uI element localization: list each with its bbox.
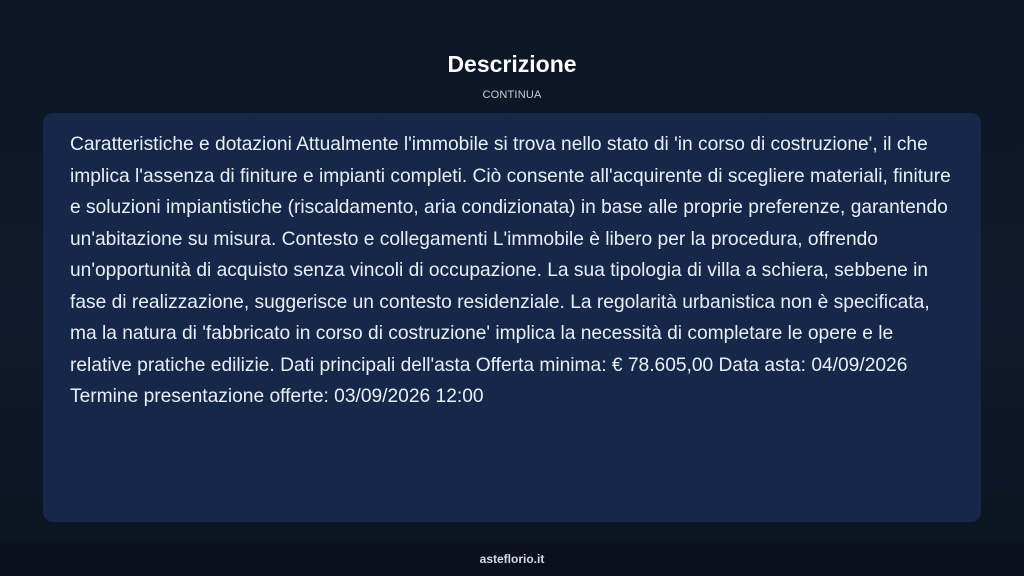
footer-bar (0, 543, 1024, 576)
page-header (0, 50, 1024, 102)
page-title: Descrizione (447, 51, 577, 77)
footer-site-name: asteflorio.it (479, 552, 545, 566)
description-text: Caratteristiche e dotazioni Attualmente l'immobile si trova nello stato di 'in corso di costruzione', il che implica l'assenza di finiture e impianti completi. Ciò consente all'acquirente di scegliere materiali, finiture e soluzioni impiantistiche (riscaldamento, aria condizionata) in base alle proprie preferenze, garantendo un'abitazione su misura. Contesto e collegamenti L'immobile è libero per la procedura, offrendo un'opportunità di acquisto senza vincoli di occupazione. La sua tipologia di villa a schiera, sebbene in fase di realizzazione, suggerisce un contesto residenziale. La regolarità urbanistica non è specificata, ma la natura di 'fabbricato in corso di costruzione' implica la necessità di completare le opere e le relative pratiche edilizie. Dati principali dell'asta Offerta minima: € 78.605,00 Data asta: 04/09/2026 Termine presentazione offerte: 03/09/2026 12:00 (70, 134, 951, 407)
description-card (43, 113, 981, 522)
page-subtitle: CONTINUA (482, 89, 542, 101)
